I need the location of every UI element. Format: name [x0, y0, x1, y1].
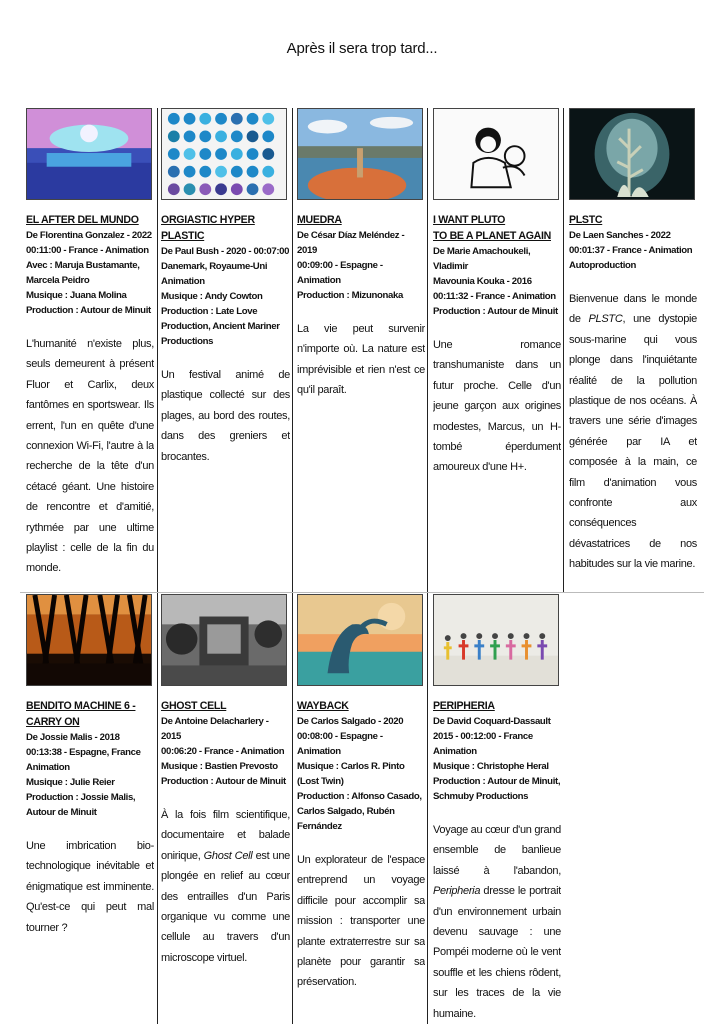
film-synopsis: Bienvenue dans le monde de PLSTC, une dystopie sous-marine qui vous plonge dans l'inquiétante réalité de la pollution plastique de nos océans. À travers une série d'images générée par IA et composée à la main, ce film d'animation vous confronte aux conséquences dévastatrices de nos habitudes sur la vie marine.	[569, 293, 697, 571]
film-credits: De Jossie Malis - 2018 00:13:38 - Espagne, France Animation Musique : Julie Reier Production : Jossie Malis, Autour de Minuit	[26, 732, 141, 818]
film-title: MUEDRA	[297, 214, 342, 226]
film-title: ORGIASTIC HYPER PLASTIC	[161, 214, 255, 242]
row-divider	[20, 592, 704, 593]
film-credits: De Florentina Gonzalez - 2022 00:11:00 - France - Animation Avec : Maruja Bustamante, Marcela Peidro Musique : Juana Molina Production : Autour de Minuit	[26, 230, 152, 316]
film-title: PLSTC	[569, 214, 603, 226]
film-still-image	[433, 594, 559, 686]
film-credits: De Laen Sanches - 2022 00:01:37 - France - Animation Autoproduction	[569, 230, 693, 271]
film-synopsis: Un explorateur de l'espace entreprend un voyage difficile pour accomplir sa mission : transporter une plante extraterrestre sur sa planète pour garantir sa préservation.	[297, 854, 425, 989]
film-still-image	[297, 108, 423, 200]
film-still-image	[569, 108, 695, 200]
film-card-ghost-cell	[161, 594, 290, 968]
film-credits: De David Coquard-Dassault 2015 - 00:12:00 - France Animation Musique : Christophe Heral Production : Autour de Minuit, Schmuby Productions	[433, 716, 561, 802]
film-credits: De Marie Amachoukeli, Vladimir Mavounia Kouka - 2016 00:11:32 - France - Animation Production : Autour de Minuit	[433, 246, 558, 317]
film-still-image	[433, 108, 559, 200]
film-card-i-want-pluto	[433, 108, 561, 478]
film-credits: De Paul Bush - 2020 - 00:07:00 Danemark, Royaume-Uni Animation Musique : Andy Cowton Production : Late Love Production, Ancient Mariner Productions	[161, 246, 290, 347]
film-synopsis: À la fois film scientifique, documentaire et balade onirique, Ghost Cell est une plongée en relief au cœur des entrailles d'un Paris organique vu comme une cellule au travers d'un microscope virtuel.	[161, 809, 290, 964]
film-still-image	[161, 594, 287, 686]
film-title: PERIPHERIA	[433, 700, 495, 712]
page-title: Après il sera trop tard...	[286, 40, 438, 57]
film-card-orgiastic-hyper-plastic	[161, 108, 290, 467]
column-divider	[157, 108, 158, 1024]
film-synopsis: Une imbrication bio-technologique inévitable et énigmatique est imminente. Qu'est-ce qui peut mal tourner ?	[26, 840, 154, 934]
film-card-bendito-machine	[26, 594, 154, 938]
film-synopsis: La vie peut survenir n'importe où. La nature est imprévisible et rien n'est ce qu'il paraît.	[297, 323, 425, 397]
film-card-plstc	[569, 108, 697, 575]
film-still-image	[26, 594, 152, 686]
film-still-image	[297, 594, 423, 686]
film-still-image	[161, 108, 287, 200]
column-divider	[563, 108, 564, 593]
film-card-wayback	[297, 594, 425, 993]
column-divider	[292, 108, 293, 1024]
film-credits: De Carlos Salgado - 2020 00:08:00 - Espagne - Animation Musique : Carlos R. Pinto (Lost Twin) Production : Alfonso Casado, Carlos Salgado, Rubén Fernández	[297, 716, 422, 832]
film-credits: De César Díaz Meléndez - 2019 00:09:00 - Espagne - Animation Production : Mizunonaka	[297, 230, 405, 301]
film-card-peripheria	[433, 594, 561, 1024]
film-credits: De Antoine Delacharlery - 2015 00:06:20 - France - Animation Musique : Bastien Prevosto Production : Autour de Minuit	[161, 716, 286, 787]
film-card-muedra	[297, 108, 425, 401]
film-synopsis: Voyage au cœur d'un grand ensemble de banlieue laissé à l'abandon, Peripheria dresse le portrait d'un environnement urbain devenu sauvage : une Pompéi moderne où le vent souffle et les chiens rôdent, sur les traces de la vie humaine.	[433, 824, 561, 1020]
film-synopsis: Une romance transhumaniste dans un futur proche. Celle d'un jeune garçon aux origines modestes, Marcus, un H- tombé éperdument amoureux d'une H+.	[433, 339, 561, 474]
film-title: GHOST CELL	[161, 700, 227, 712]
film-title: WAYBACK	[297, 700, 349, 712]
film-title: EL AFTER DEL MUNDO	[26, 214, 139, 226]
film-synopsis: Un festival animé de plastique collecté sur des plages, au bord des routes, dans des greniers et brocantes.	[161, 369, 290, 463]
film-card-el-after-del-mundo	[26, 108, 154, 579]
film-still-image	[26, 108, 152, 200]
film-title: I WANT PLUTO TO BE A PLANET AGAIN	[433, 214, 551, 242]
film-title: BENDITO MACHINE 6 - CARRY ON	[26, 700, 136, 728]
film-synopsis: L'humanité n'existe plus, seuls demeurent à présent Fluor et Carlix, deux fantômes en sportswear. Ils errent, l'un en quête d'une connexion Wi-Fi, l'autre à la recherche de la tête d'un cétacé géant. Une histoire de rencontre et d'amitié, rythmée par une ultime playlist : celle de la fin du monde.	[26, 338, 154, 575]
column-divider	[427, 108, 428, 1024]
